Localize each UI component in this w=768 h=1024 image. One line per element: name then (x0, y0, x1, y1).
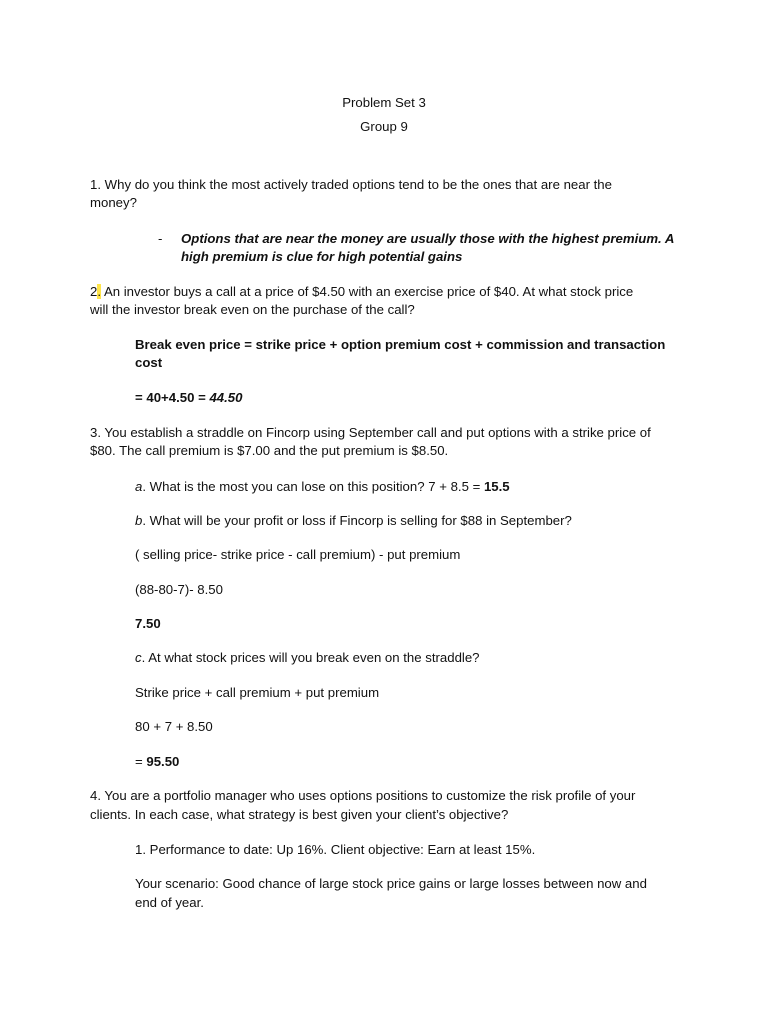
q4-text-line2: clients. In each case, what strategy is best given your client’s objective? (90, 807, 509, 822)
q3a-text: . What is the most you can lose on this position? 7 + 8.5 = (142, 479, 484, 494)
q3c-calculation: 80 + 7 + 8.50 (135, 719, 213, 734)
q2-result-value: 44.50 (209, 390, 243, 405)
q3c-answer (135, 752, 179, 771)
q1-answer-line2: high premium is clue for high potential gains (181, 249, 463, 264)
q3b-text: . What will be your profit or loss if Fincorp is selling for $88 in September? (142, 513, 572, 528)
q2-result-prefix: = 40+4.50 = (135, 390, 210, 405)
q3c-answer-value: 95.50 (146, 754, 180, 769)
q2-result (135, 388, 242, 407)
q4-scenario-line1: Your scenario: Good chance of large stock price gains or large losses between now and (135, 876, 647, 891)
q4-item1: 1. Performance to date: Up 16%. Client objective: Earn at least 15%. (135, 842, 536, 857)
q3b-question (135, 511, 572, 530)
q1-bullet: - (158, 231, 163, 246)
q2-text-line1 (90, 282, 633, 301)
q3b-formula: ( selling price- strike price - call premium) - put premium (135, 547, 461, 562)
q1-answer-line1: Options that are near the money are usually those with the highest premium. A (181, 231, 675, 246)
q3c-formula: Strike price + call premium + put premium (135, 685, 380, 700)
q1-text-line2: money? (90, 195, 137, 210)
document-title: Problem Set 3 (342, 95, 426, 110)
q3a-answer: 15.5 (483, 479, 510, 494)
q3c-text: . At what stock prices will you break even on the straddle? (141, 650, 480, 665)
q3b-answer: 7.50 (135, 616, 161, 631)
q3c-answer-prefix: = (135, 754, 147, 769)
q2-formula-line2: cost (135, 355, 163, 370)
q2-formula-line1: Break even price = strike price + option premium cost + commission and transaction (135, 337, 666, 352)
q2-highlight-mark: . (97, 284, 102, 299)
group-label: Group 9 (360, 119, 408, 134)
q3-text-line2: $80. The call premium is $7.00 and the put premium is $8.50. (90, 443, 449, 458)
q3c-label: c (135, 650, 142, 665)
q4-scenario-line2: end of year. (135, 895, 204, 910)
q1-text-line1: 1. Why do you think the most actively traded options tend to be the ones that are near the (90, 177, 612, 192)
q3b-calculation: (88-80-7)- 8.50 (135, 582, 223, 597)
q3a-label: a (135, 479, 143, 494)
q2-text-line1-rest: An investor buys a call at a price of $4.50 with an exercise price of $40. At what stock price (101, 284, 634, 299)
q3a-question (135, 477, 510, 496)
q4-text-line1: 4. You are a portfolio manager who uses options positions to customize the risk profile of your (90, 788, 636, 803)
q3-text-line1: 3. You establish a straddle on Fincorp using September call and put options with a strike price of (90, 425, 651, 440)
q3c-question (135, 648, 480, 667)
q2-text-line2: will the investor break even on the purchase of the call? (90, 302, 415, 317)
q3b-label: b (135, 513, 143, 528)
q2-number: 2 (90, 284, 98, 299)
